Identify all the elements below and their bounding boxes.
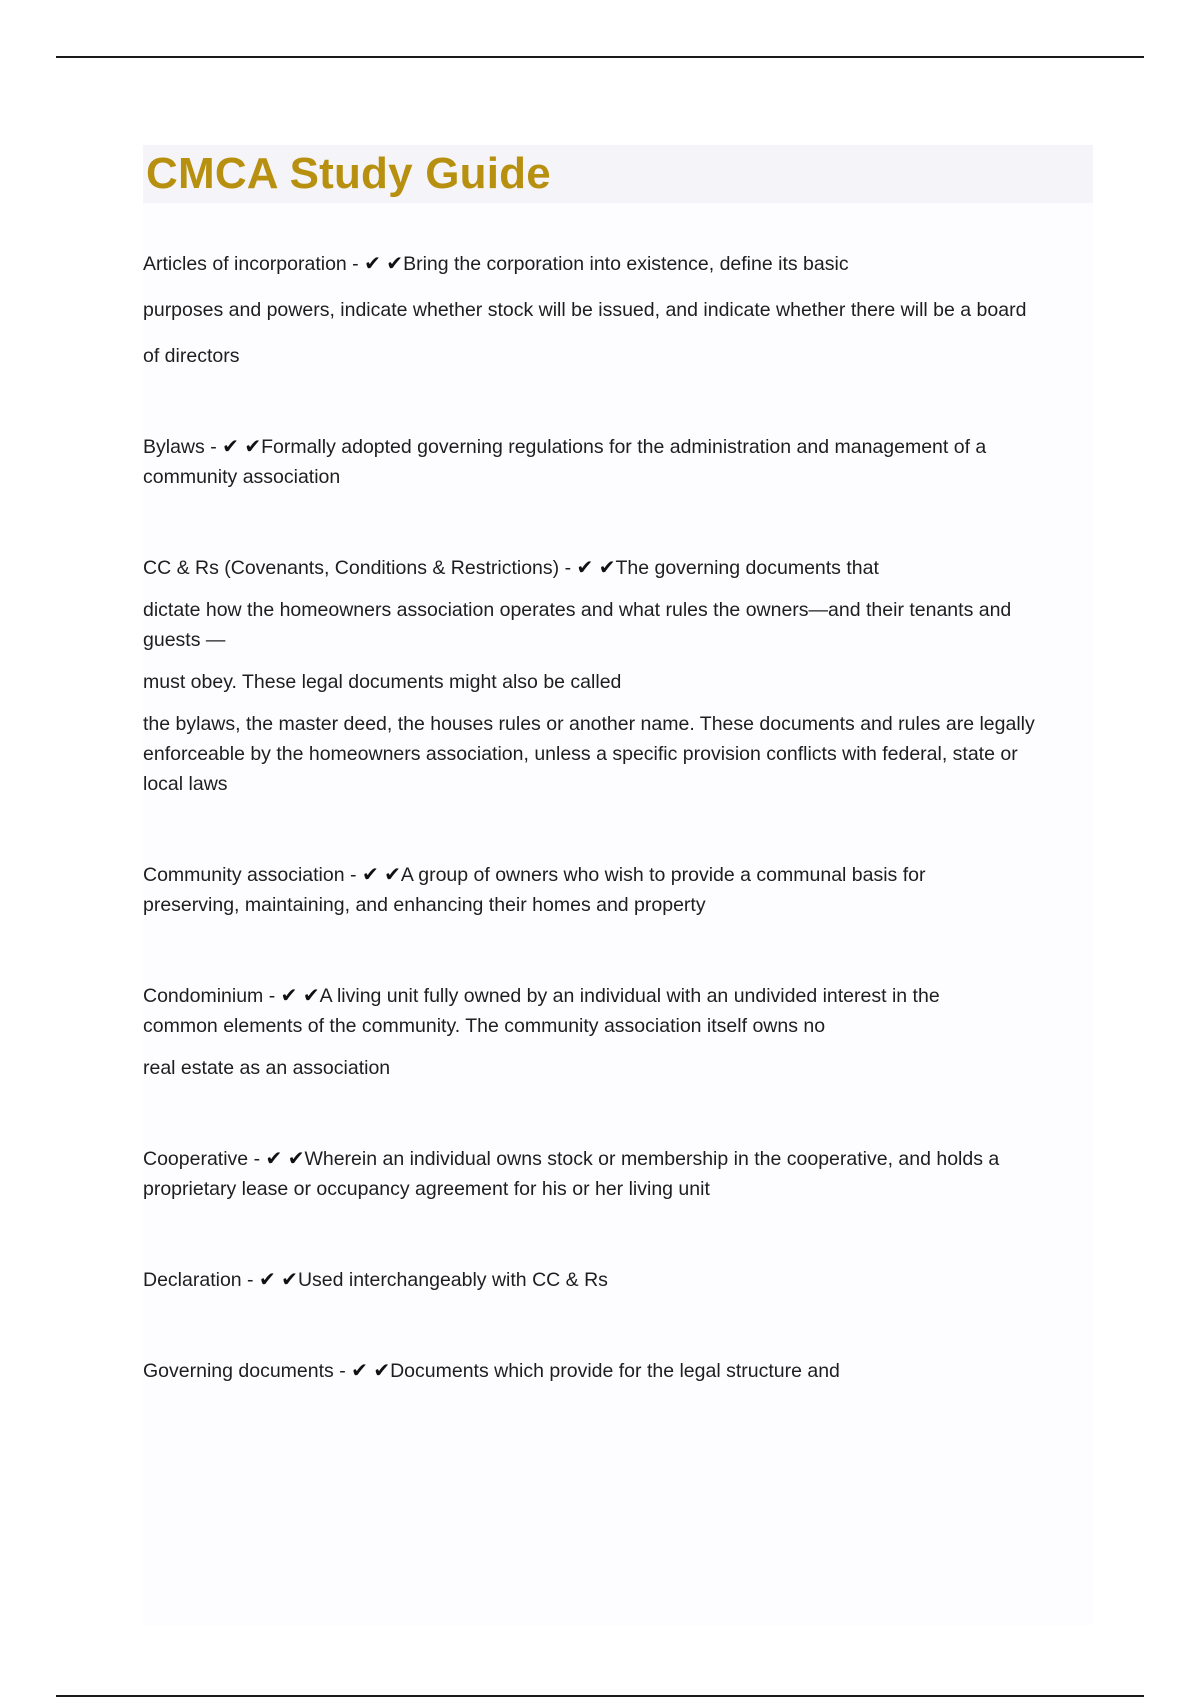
separator: - xyxy=(248,1148,266,1170)
entry-term: Declaration xyxy=(143,1269,242,1291)
checkmark-icon: ✔ xyxy=(386,251,404,275)
glossary-entry xyxy=(143,1143,1093,1204)
checkmark-icon: ✔ xyxy=(364,251,381,275)
entry-definition-line: local laws xyxy=(143,773,228,795)
entry-term: Cooperative xyxy=(143,1148,249,1170)
checkmark-icon: ✔ xyxy=(280,983,298,1007)
checkmark-icon: ✔ xyxy=(373,1358,391,1382)
separator: - xyxy=(559,557,577,579)
glossary-list xyxy=(143,203,1093,1386)
checkmark-icon: ✔ xyxy=(287,1146,305,1170)
checkmark-icon: ✔ xyxy=(351,1358,368,1382)
page-title: CMCA Study Guide xyxy=(146,149,551,198)
entry-definition-line: dictate how the homeowners association operates and what rules the owners—and their tenants and xyxy=(143,599,1012,621)
entry-definition-line: proprietary lease or occupancy agreement for his or her living unit xyxy=(143,1178,710,1200)
entry-definition-line: of directors xyxy=(143,345,240,367)
glossary-entry xyxy=(143,859,1093,920)
entry-definition: Wherein an individual owns stock or membership in the cooperative, and holds a xyxy=(304,1148,1000,1170)
entry-definition: The governing documents that xyxy=(615,557,879,579)
document-body xyxy=(143,145,1093,1625)
checkmark-icon: ✔ xyxy=(222,434,239,458)
entry-definition: Formally adopted governing regulations for the administration and management of a xyxy=(261,436,987,458)
entry-term: Articles of incorporation xyxy=(143,253,347,275)
glossary-entry xyxy=(143,1264,1093,1295)
separator: - xyxy=(204,436,223,458)
checkmark-icon: ✔ xyxy=(598,555,616,579)
entry-definition: A group of owners who wish to provide a communal basis for xyxy=(400,864,926,886)
top-rule xyxy=(56,56,1144,58)
entry-definition: Documents which provide for the legal structure and xyxy=(390,1360,840,1382)
checkmark-icon: ✔ xyxy=(265,1146,283,1170)
checkmark-icon: ✔ xyxy=(302,983,320,1007)
separator: - xyxy=(346,253,365,275)
checkmark-icon: ✔ xyxy=(258,1267,276,1291)
entry-definition: Used interchangeably with CC & Rs xyxy=(297,1269,608,1291)
entry-definition-line: guests — xyxy=(143,629,226,651)
entry-term: Condominium xyxy=(143,985,264,1007)
entry-term: Bylaws xyxy=(143,436,205,458)
separator: - xyxy=(333,1360,352,1382)
entry-definition-line: must obey. These legal documents might also be called xyxy=(143,671,622,693)
glossary-entry xyxy=(143,552,1093,799)
entry-definition-line: the bylaws, the master deed, the houses rules or another name. These documents and rules are legally xyxy=(143,713,1035,735)
checkmark-icon: ✔ xyxy=(244,434,262,458)
title-banner xyxy=(143,145,1093,203)
separator: - xyxy=(263,985,281,1007)
glossary-entry xyxy=(143,248,1093,371)
glossary-entry xyxy=(143,1355,1093,1386)
checkmark-icon: ✔ xyxy=(576,555,594,579)
bottom-rule xyxy=(56,1695,1144,1697)
entry-term: Community association xyxy=(143,864,345,886)
entry-definition-line: preserving, maintaining, and enhancing their homes and property xyxy=(143,894,706,916)
checkmark-icon: ✔ xyxy=(281,1267,298,1291)
checkmark-icon: ✔ xyxy=(361,862,379,886)
entry-definition-line: common elements of the community. The community association itself owns no xyxy=(143,1015,826,1037)
entry-definition-line: enforceable by the homeowners association, unless a specific provision conflicts with federal, state or xyxy=(143,743,1018,765)
entry-definition-line: purposes and powers, indicate whether stock will be issued, and indicate whether there will be a board xyxy=(143,299,1027,321)
entry-term: Governing documents xyxy=(143,1360,334,1382)
separator: - xyxy=(344,864,362,886)
entry-definition: Bring the corporation into existence, define its basic xyxy=(403,253,849,275)
checkmark-icon: ✔ xyxy=(384,862,401,886)
entry-definition: A living unit fully owned by an individual with an undivided interest in the xyxy=(319,985,940,1007)
entry-definition-line: real estate as an association xyxy=(143,1057,391,1079)
entry-definition-line: community association xyxy=(143,466,341,488)
separator: - xyxy=(241,1269,259,1291)
entry-term: CC & Rs (Covenants, Conditions & Restrictions) xyxy=(143,557,560,579)
glossary-entry xyxy=(143,980,1093,1083)
glossary-entry xyxy=(143,431,1093,492)
